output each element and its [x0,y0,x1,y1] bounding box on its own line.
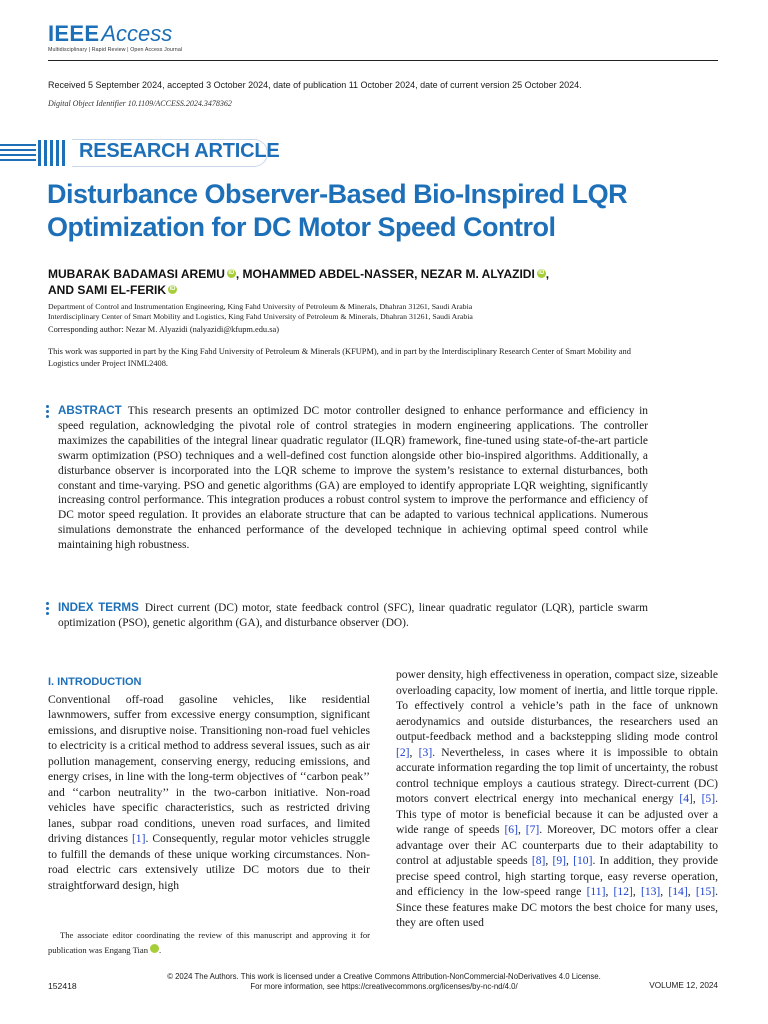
funding-statement: This work was supported in part by the King Fahd University of Petroleum & Minerals (KFUPM), and in part by the Interdisciplinary Research Center of Smart Mobility and Logistics under Project INML2408. [48,347,631,368]
orcid-icon[interactable]: iD [169,286,176,292]
citation-link[interactable]: [5] [701,792,716,805]
doi-line: Digital Object Identifier 10.1109/ACCESS.2024.3478362 [48,99,232,108]
corresponding-author: Corresponding author: Nezar M. Alyazidi (nalyazidi@kfupm.edu.sa) [48,325,279,334]
ieee-access-logo [48,22,182,46]
index-terms-paragraph [58,601,648,631]
author-name: MUBARAK BADAMASI AREMU [48,267,225,281]
stripe [38,140,41,166]
citation-link[interactable]: [15] [695,885,716,898]
author-name: AND SAMI EL-FERIK [48,283,166,297]
stripe [0,159,36,161]
citation-link[interactable]: [11] [586,885,606,898]
citation-link[interactable]: [4] [679,792,693,805]
citation-link[interactable]: [3] [418,745,433,759]
orcid-icon[interactable]: iD [228,270,235,276]
affiliations [48,302,473,322]
index-terms-heading: INDEX TERMS [58,601,139,614]
abstract-paragraph [58,404,648,553]
index-terms-text: Direct current (DC) motor, state feedback control (SFC), linear quadratic regulator (LQR), particle swarm optimization (PSO), genetic algorithm (GA), and disturbance observer (DO). [58,602,649,629]
citation-link[interactable]: [6] [504,823,518,836]
author-name: , MOHAMMED ABDEL-NASSER, NEZAR M. ALYAZIDI [235,267,535,281]
paper-title: Disturbance Observer-Based Bio-Inspired LQR Optimization for DC Motor Speed Control [47,179,628,242]
footnote-text: The associate editor coordinating the review of this manuscript and approving it for publication was Engang Tian [48,930,370,955]
section-marker-icon [46,405,50,420]
journal-tagline: Multidisciplinary | Rapid Review | Open Access Journal [48,47,183,53]
stripe [62,140,65,166]
orcid-icon[interactable]: iD [150,944,159,953]
citation-link[interactable]: [2] [396,745,410,759]
citation-link[interactable]: [8] [531,854,546,867]
page-number: 152418 [48,981,77,991]
volume-label: VOLUME 12, 2024 [649,981,718,990]
affiliation-line: Interdisciplinary Center of Smart Mobility and Logistics, King Fahd University of Petroleum & Minerals, Dhahran 31261, Saudi Arabia [48,312,473,321]
intro-paragraph-right: power density, high effectiveness in operation, compact size, sizeable overloading capacity, low moment of inertia, and little torque ripple. To effectively control a vehicle’s path in the face of unknown aerodynamics and outside disturbances, the researchers used an output-feedback method and a backstepping sliding mode control [2], [3]. Nevertheless, in cases where it is impossible to obtain accurate information regarding the top limit of uncertainty, the robust control technique employs a cautious strategy. Direct-current (DC) motors convert electrical energy into mechanical energy [4], [5]. This type of motor is beneficial because it can be adjusted over a wide range of speeds [6], [7]. Moreover, DC motors offer a clear advantage over their AC counterparts due to their adaptability to control at adjustable speeds [8], [9], [10]. In addition, they provide precise speed control, high starting torque, easy reverse operation, and efficiency in the low-speed range [11], [12], [13], [14], [15]. Since these features make DC motors the best choice for many uses, they are often used [396,668,719,929]
logo-access-text: Access [101,21,173,46]
citation-link[interactable]: [14] [668,885,688,898]
section-marker-icon [46,602,50,617]
license-link[interactable]: For more information, see https://creativecommons.org/licenses/by-nc-nd/4.0/ [250,981,518,991]
abstract-heading: ABSTRACT [58,404,122,417]
author-separator: , [545,267,550,281]
stripe [0,144,36,146]
stripe [56,140,59,166]
body-column-right [396,667,718,931]
citation-link[interactable]: [10] [573,854,593,867]
citation-link[interactable]: [9] [552,854,567,867]
publication-dates: Received 5 September 2024, accepted 3 October 2024, date of publication 11 October 2024, date of current version 25 October 2024. [48,80,582,90]
intro-paragraph-left: Conventional off-road gasoline vehicles, like residential lawnmowers, suffer from excessive energy consumption, significant emissions, and disruptive noise. Transitioning non-road fuel vehicles to electricity is a critical method to address several issues, such as air pollution management, conserving energy, reducing emissions, and energy crises, in line with the long-term objectives of ‘‘carbon peak’’ and ‘‘carbon neutrality’’ in the two-carbon initiative. Non-road vehicles have specific characteristics, such as restricted driving lanes, subpar road conditions, uneven road surfaces, and limited driving distances [1]. Consequently, regular motor vehicles struggle to fulfill the demands of these unique working circumstances. Non-road electric cars extensively utilize DC motors due to their straightforward design, high [48,692,370,892]
abstract-section [48,404,648,553]
citation-link[interactable]: [12] [613,885,633,898]
editor-footnote [48,928,370,957]
citation-link[interactable]: [7] [525,823,540,836]
author-list [48,266,738,298]
article-type-banner [0,137,280,169]
banner-stripes-icon [0,137,70,169]
section-heading-introduction: I. INTRODUCTION [48,676,142,688]
citation-link[interactable]: [1] [131,832,146,845]
body-column-left [48,675,370,893]
stripe [0,149,36,151]
footnote-end: . [159,944,162,955]
logo-ieee-text: IEEE [48,21,100,46]
article-type-label: RESEARCH ARTICLE [79,140,280,162]
stripe [44,140,47,166]
affiliation-line: Department of Control and Instrumentation Engineering, King Fahd University of Petroleum & Minerals, Dhahran 31261, Saudi Arabia [48,302,473,311]
journal-masthead [48,22,182,53]
header-divider [48,60,718,61]
index-terms-section [48,601,648,631]
stripe [50,140,53,166]
abstract-text: This research presents an optimized DC motor controller designed to enhance performance and efficiency in speed regulation, acknowledging the pivotal role of control strategies in modern engineering applications. The controller maximizes the capabilities of the integral linear quadratic regulator (ILQR) framework, fine-tuned using state-of-the-art particle swarm optimization (PSO) techniques and a well-defined cost function alongside other bio-inspired algorithms. Additionally, a disturbance observer is incorporated into the LQR scheme to improve the system’s resistance to external disturbances, both constant and time-varying. PSO and genetic algorithms (GA) are employed to identify appropriate LQR weighting, significantly increasing control performance. This integration produces a robust control system to improve the performance and efficiency of DC motor speed regulation. It provides an elaborate structure that can be adapted to various technical applications. Numerous simulations demonstrate the enhanced performance of the developed technique in achieving optimal speed control while maintaining high robustness. [58,405,648,552]
stripe [0,154,36,156]
license-line: © 2024 The Authors. This work is licensed under a Creative Commons Attribution-NonCommercial-NoDerivatives 4.0 License. [167,972,601,981]
orcid-icon[interactable]: iD [538,270,545,276]
citation-link[interactable]: [13] [640,885,661,898]
